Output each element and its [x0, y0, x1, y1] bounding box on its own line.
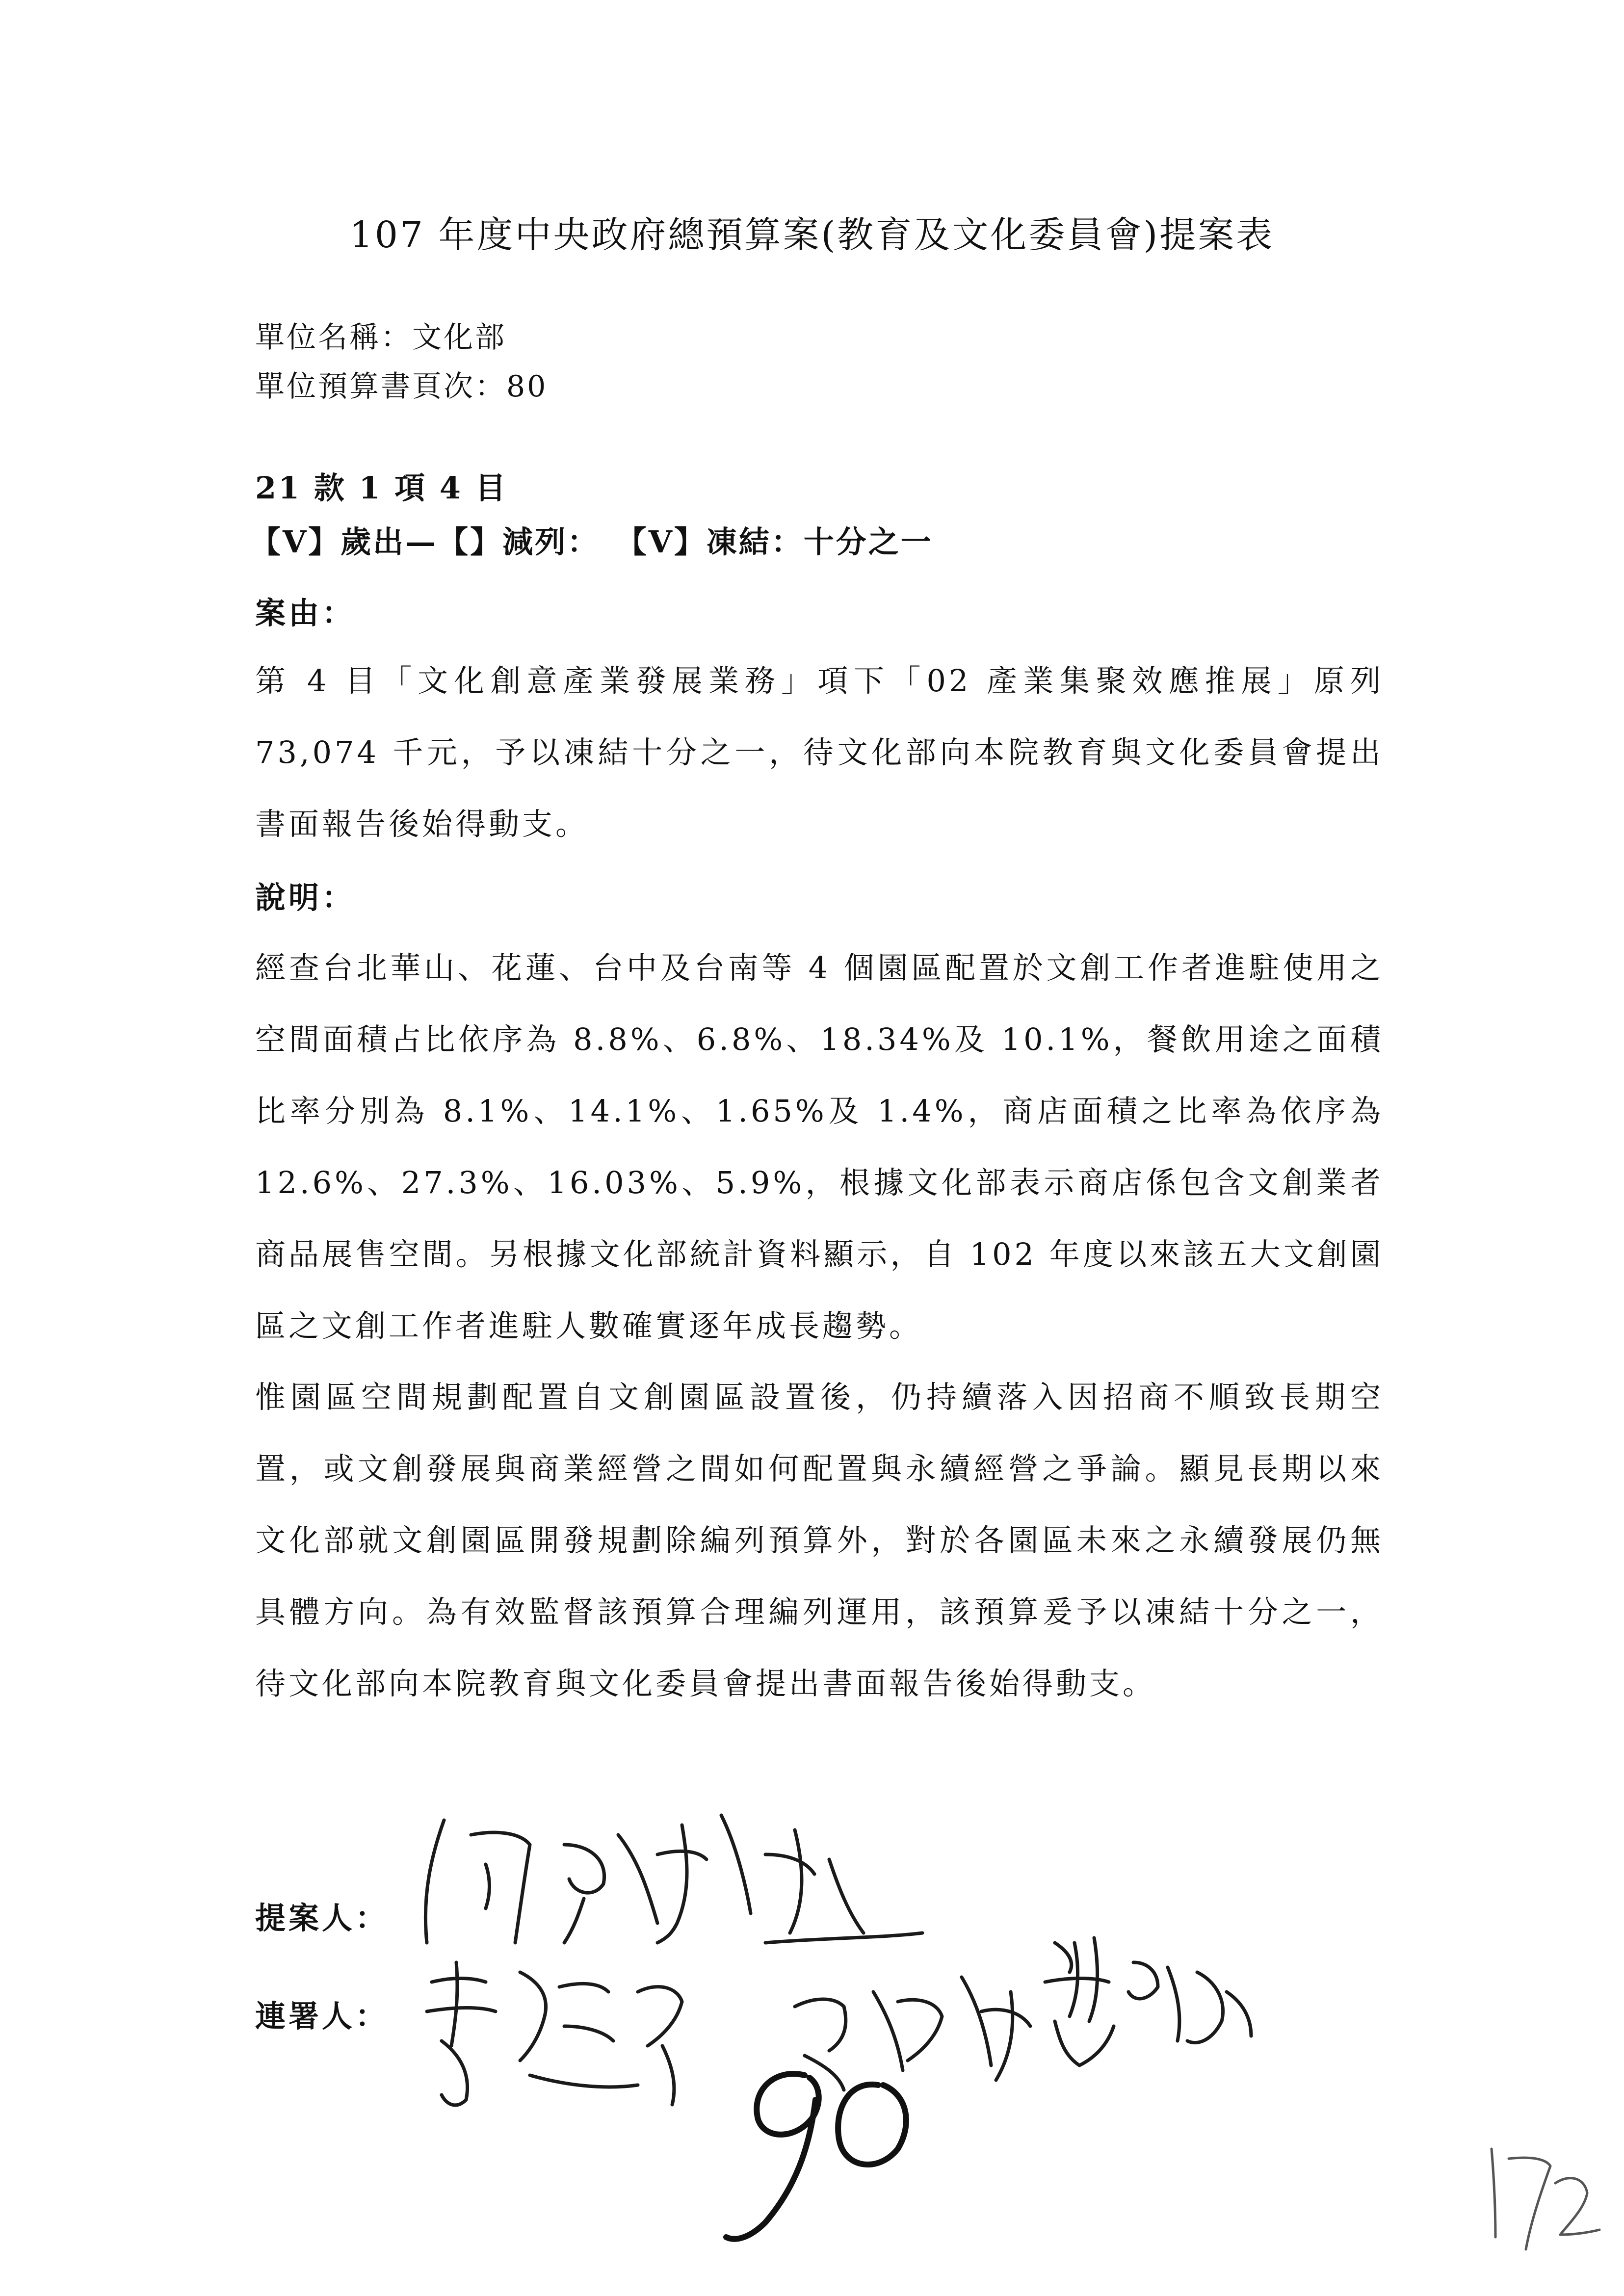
proposer-signature [425, 1815, 922, 1943]
cosigner-signature-1 [427, 1962, 682, 2105]
unit-name-value: 文化部 [412, 320, 506, 355]
page-title: 107 年度中央政府總預算案(教育及文化委員會)提案表 [349, 214, 1275, 256]
proposer-label: 提案人： [255, 1900, 389, 1936]
reason-label: 案由： [255, 595, 356, 631]
expenditure-reduction-mark: 【V】歲出—【】減列： [250, 524, 600, 560]
cosigner-signature-2 [795, 1938, 1251, 2090]
reason-text: 第 4 目「文化創意產業發展業務」項下「02 產業集聚效應推展」原列 73,074 千元，予以凍結十分之一，待文化部向本院教育與文化委員會提出書面報告後始得動支。 [255, 663, 1384, 842]
handwritten-page-mark [1492, 2149, 1599, 2249]
budget-marks [250, 518, 937, 561]
budget-page-value: 80 [506, 369, 548, 404]
budget-page-row [255, 363, 548, 405]
freeze-mark: 【V】凍結：十分之一 [616, 524, 933, 560]
unit-name-row [255, 314, 506, 356]
explanation-label: 說明： [255, 880, 356, 915]
handwritten-count-mark [726, 2074, 906, 2239]
unit-name-label: 單位名稱： [255, 320, 412, 355]
explanation-paragraph-2: 惟園區空間規劃配置自文創園區設置後，仍持續落入因招商不順致長期空置，或文創發展與商業經營之間如何配置與永續經營之爭論。顯見長期以來文化部就文創園區開發規劃除編列預算外，對於各園區未來之永續發展仍無具體方向。為有效監督該預算合理編列運用，該預算爰予以凍結十分之一，待文化部向本院教育與文化委員會提出書面報告後始得動支。 [255, 1379, 1384, 1701]
section-code: 21 款 1 項 4 目 [255, 470, 508, 506]
budget-page-label: 單位預算書頁次： [255, 369, 506, 404]
explanation-paragraph-1: 經查台北華山、花蓮、台中及台南等 4 個園區配置於文創工作者進駐使用之空間面積占比依序為 8.8%、6.8%、18.34%及 10.1%，餐飲用途之面積比率分別為 8.1%、14.1%、1.65%及 1.4%，商店面積之比率為依序為 12.6%、27.3%、16.03%、5.9%，根據文化部表示商店係包含文創業者商品展售空間。另根據文化部統計資料顯示，自 102 年度以來該五大文創園區之文創工作者進駐人數確實逐年成長趨勢。 [255, 950, 1384, 1344]
cosigner-label: 連署人： [255, 1998, 389, 2034]
